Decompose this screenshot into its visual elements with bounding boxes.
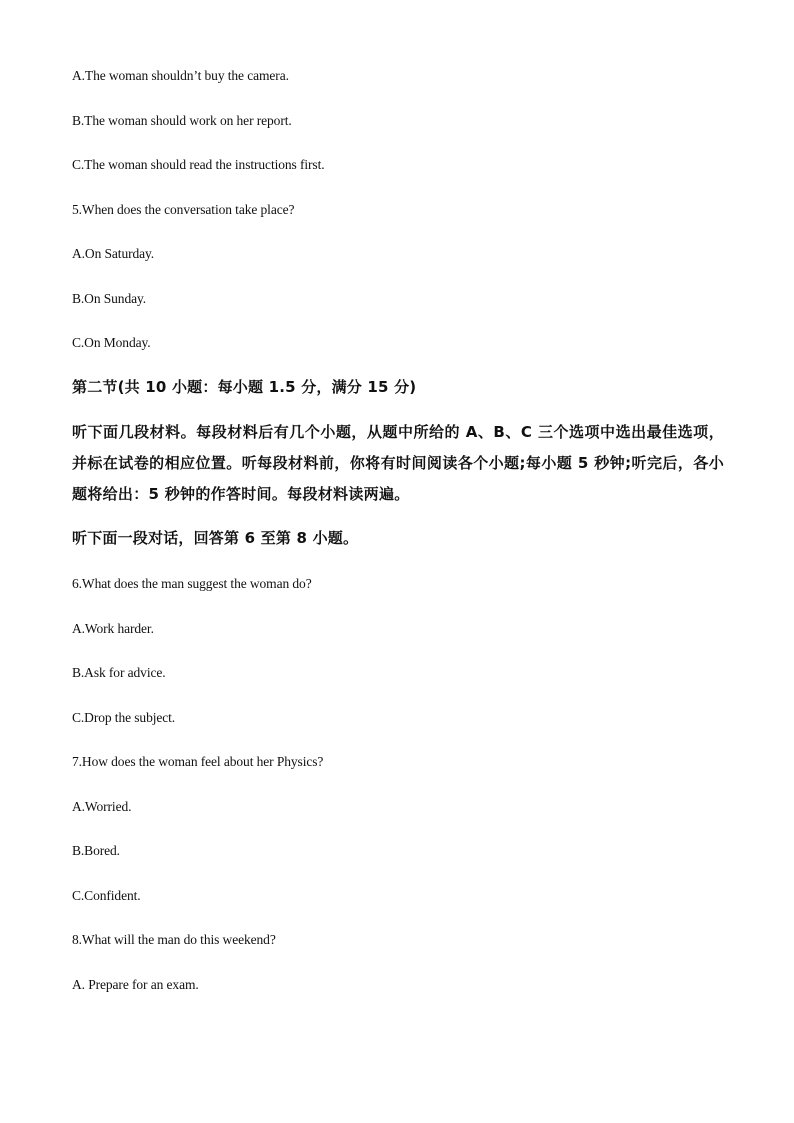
q7-option-c: C.Confident. xyxy=(72,888,141,903)
q6-option-c: C.Drop the subject. xyxy=(72,710,176,725)
group-intro: 听下面一段对话，回答第 6 至第 8 小题。 xyxy=(72,529,359,547)
option-b-report: B.The woman should work on her report. xyxy=(72,113,292,128)
q7-option-b: B.Bored. xyxy=(72,843,120,858)
option-a-camera: A.The woman shouldn’t buy the camera. xyxy=(72,68,289,83)
q6-option-a: A.Work harder. xyxy=(72,621,154,636)
q6-option-b: B.Ask for advice. xyxy=(72,665,166,680)
question-5: 5.When does the conversation take place? xyxy=(72,202,295,217)
q5-option-a: A.On Saturday. xyxy=(72,246,155,261)
section-2-title: 第二节(共 10 小题：每小题 1.5 分，满分 15 分) xyxy=(72,378,417,396)
question-7: 7.How does the woman feel about her Physics? xyxy=(72,754,324,769)
section-2-instructions: 听下面几段材料。每段材料后有几个小题，从题中所给的 A、B、C 三个选项中选出最佳选项，并标在试卷的相应位置。听每段材料前，你将有时间阅读各个小题;每小题 5 秒钟;听完后，各小题将给出：5 秒钟的作答时间。每段材料读两遍。 xyxy=(72,423,724,503)
q7-option-a: A.Worried. xyxy=(72,799,132,814)
question-8: 8.What will the man do this weekend? xyxy=(72,932,276,947)
question-6: 6.What does the man suggest the woman do? xyxy=(72,576,312,591)
q8-option-a: A. Prepare for an exam. xyxy=(72,977,199,992)
q5-option-b: B.On Sunday. xyxy=(72,291,147,306)
q5-option-c: C.On Monday. xyxy=(72,335,151,350)
option-c-instructions: C.The woman should read the instructions first. xyxy=(72,157,325,172)
